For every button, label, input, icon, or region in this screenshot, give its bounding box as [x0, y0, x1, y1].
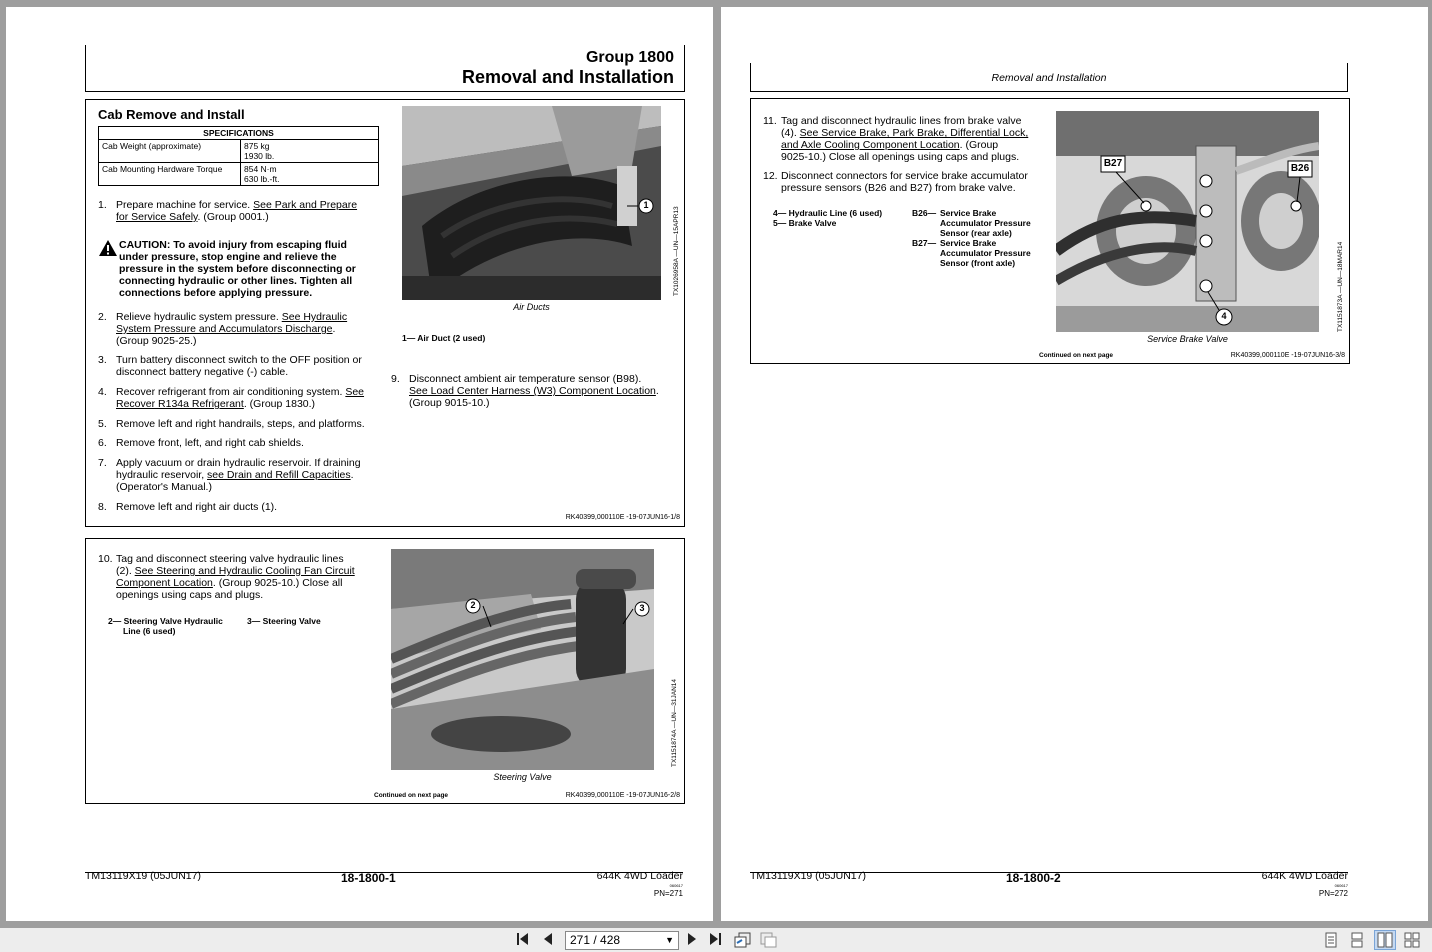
- step-text: Disconnect ambient air temperature sensor (B98).: [409, 373, 642, 385]
- footer-pn: PN=272: [1318, 889, 1348, 898]
- link-steering-circuit-cont[interactable]: Component Location: [116, 577, 213, 589]
- ref-code: RK40399,000110E -19-07JUN16-1/8: [565, 514, 680, 521]
- label-b27: B27: [1103, 158, 1123, 169]
- continuous-page-icon: [1350, 932, 1364, 948]
- step-number: 10.: [98, 553, 113, 565]
- previous-page-button[interactable]: [542, 932, 554, 949]
- legend-text: Accumulator Pressure: [940, 218, 1031, 228]
- spec-label: Cab Weight (approximate): [99, 140, 241, 163]
- left-page: [6, 7, 713, 921]
- link-hydraulic-pressure[interactable]: See Hydraulic: [281, 311, 348, 323]
- step-text: Prepare machine for service.: [116, 199, 254, 211]
- step-text: Relieve hydraulic system pressure.: [116, 311, 282, 323]
- legend-text: Sensor (front axle): [940, 258, 1016, 268]
- continuous-view-button[interactable]: [1350, 932, 1364, 951]
- spec-table: [98, 126, 379, 186]
- step-number: 9.: [391, 373, 400, 385]
- go-forward-view-icon: [760, 932, 778, 948]
- last-page-button[interactable]: [708, 932, 722, 949]
- step-text: (Operator's Manual.): [116, 481, 212, 493]
- image-code: TX1026958A —UN—15APR13: [673, 206, 680, 296]
- footer-doc: TM13119X19 (05JUN17): [750, 870, 866, 882]
- step-text: hydraulic reservoir,: [116, 469, 208, 481]
- step-number: 6.: [98, 437, 107, 449]
- footer-pn: PN=271: [653, 889, 683, 898]
- first-page-icon: [516, 932, 530, 946]
- spec-value: 854 N·m: [244, 164, 277, 174]
- step-text: Tag and disconnect hydraulic lines from brake valve: [781, 115, 1022, 127]
- spec-label: Cab Mounting Hardware Torque: [99, 163, 241, 186]
- step-text: .: [655, 385, 659, 397]
- go-back-view-button[interactable]: [734, 932, 752, 951]
- step-text: Tag and disconnect steering valve hydraulic lines: [116, 553, 344, 565]
- callout-4: 4: [1221, 311, 1227, 321]
- legend-5: 5— Brake Valve: [773, 218, 837, 228]
- footer-model: 644K 4WD Loader: [596, 870, 683, 882]
- step-text: (Group 9015-10.): [409, 397, 490, 409]
- header-title: Removal and Installation: [991, 72, 1107, 84]
- link-service-brake-cont[interactable]: and Axle Cooling Component Location: [781, 139, 960, 151]
- brake-valve-panel: [750, 98, 1350, 364]
- brake-valve-illustration: [1056, 111, 1319, 332]
- image-caption: Service Brake Valve: [1147, 334, 1228, 344]
- footer-page-number: 18-1800-2: [1006, 871, 1061, 885]
- step-text: 9025-10.) Close all openings using caps and plugs.: [781, 151, 1020, 163]
- continued-note: Continued on next page: [1039, 352, 1114, 359]
- steering-valve-image: [391, 549, 654, 770]
- go-back-view-icon: [734, 932, 752, 948]
- step-text: Turn battery disconnect switch to the OFF position or: [116, 354, 362, 366]
- image-code: TX1151873A —UN—18MAR14: [1337, 241, 1344, 332]
- facing-pages-icon: [1377, 932, 1393, 948]
- step-text: openings using caps and plugs.: [116, 589, 264, 601]
- legend-key: B26—: [912, 208, 937, 218]
- footer-page-number: 18-1800-1: [341, 871, 396, 885]
- step-text: (4).: [781, 127, 800, 139]
- page-header: [85, 45, 685, 92]
- single-page-icon: [1324, 932, 1338, 948]
- last-page-icon: [708, 932, 722, 946]
- first-page-button[interactable]: [516, 932, 530, 949]
- caution-line: connections before applying pressure.: [119, 287, 313, 299]
- brake-valve-image: [1056, 111, 1319, 332]
- link-recover-refrigerant[interactable]: See: [345, 386, 365, 398]
- legend-text: Accumulator Pressure: [940, 248, 1031, 258]
- continued-note: Continued on next page: [374, 792, 449, 799]
- previous-page-icon: [542, 932, 554, 946]
- single-page-view-button[interactable]: [1324, 932, 1338, 951]
- group-label: Group 1800: [585, 49, 674, 66]
- step-number: 7.: [98, 457, 107, 469]
- footer-model: 644K 4WD Loader: [1261, 870, 1348, 882]
- legend-key: B27—: [912, 238, 937, 248]
- air-duct-illustration: [402, 106, 661, 300]
- step-text: .: [350, 469, 354, 481]
- legend-b26: [912, 208, 1031, 238]
- callout-3: 3: [639, 603, 645, 613]
- image-caption: Air Ducts: [513, 302, 550, 312]
- spec-value: 1930 lb.: [244, 151, 275, 161]
- link-hydraulic-pressure-cont[interactable]: System Pressure and Accumulators Discharge: [116, 323, 333, 335]
- legend-text: 2— Steering Valve Hydraulic: [108, 616, 223, 626]
- caution-line: under pressure, stop engine and relieve the: [119, 251, 337, 263]
- step-number: 1.: [98, 199, 107, 211]
- label-b26: B26: [1290, 163, 1310, 174]
- step-text: Remove front, left, and right cab shields.: [116, 437, 304, 449]
- step-text: pressure sensors (B26 and B27) from brake valve.: [781, 182, 1016, 194]
- legend-2: [108, 616, 223, 636]
- legend-text: Sensor (rear axle): [940, 228, 1012, 238]
- link-steering-circuit[interactable]: See Steering and Hydraulic Cooling Fan Circuit: [134, 565, 355, 577]
- link-recover-refrigerant-cont[interactable]: Recover R134a Refrigerant: [116, 398, 244, 410]
- legend-3: 3— Steering Valve: [247, 616, 321, 626]
- spec-value: 630 lb.-ft.: [244, 174, 280, 184]
- footer-tiny-date: 060617: [1334, 883, 1348, 888]
- step-number: 12.: [763, 170, 778, 182]
- page-dropdown-icon[interactable]: ▼: [665, 935, 674, 945]
- legend-1: 1— Air Duct (2 used): [402, 333, 486, 343]
- ref-code: RK40399,000110E -19-07JUN16-3/8: [1230, 352, 1345, 359]
- footer-tiny-date: 060617: [669, 883, 683, 888]
- step-text: .: [332, 323, 336, 335]
- step-text: (Group 9025-25.): [116, 335, 197, 347]
- right-page: [721, 7, 1428, 921]
- page-header: [750, 63, 1348, 92]
- step-number: 3.: [98, 354, 107, 366]
- step-text: (2).: [116, 565, 135, 577]
- section-title: Removal and Installation: [461, 67, 674, 87]
- step-number: 11.: [763, 115, 777, 127]
- step-text: . (Group 1830.): [243, 398, 316, 410]
- step-number: 4.: [98, 386, 107, 398]
- caution-line: pressure in the system before disconnecting or: [119, 263, 356, 275]
- ref-code: RK40399,000110E -19-07JUN16-2/8: [565, 792, 680, 799]
- link-load-center[interactable]: See Load Center Harness (W3) Component Location: [409, 385, 656, 397]
- page-number-value: 271 / 428: [570, 933, 621, 947]
- legend-b27: [912, 238, 1031, 268]
- link-park-prepare[interactable]: See Park and Prepare: [253, 199, 358, 211]
- legend-4: 4— Hydraulic Line (6 used): [773, 208, 883, 218]
- step-text: Apply vacuum or drain hydraulic reservoir. If draining: [116, 457, 361, 469]
- step-text: . (Group: [959, 139, 999, 151]
- legend-text: Service Brake: [940, 238, 997, 248]
- step-text: disconnect battery negative (-) cable.: [116, 366, 289, 378]
- link-drain-refill[interactable]: see Drain and Refill Capacities: [207, 469, 351, 481]
- legend-text: Line (6 used): [123, 626, 176, 636]
- page-number-input[interactable]: [565, 931, 679, 950]
- image-caption: Steering Valve: [493, 772, 552, 782]
- image-code: TX1151874A —UN—31JAN14: [671, 678, 678, 767]
- footer-doc: TM13119X19 (05JUN17): [85, 870, 201, 882]
- caution-line: CAUTION: To avoid injury from escaping fluid: [119, 239, 347, 251]
- callout-2: 2: [470, 600, 476, 610]
- viewer-toolbar: [0, 928, 1432, 952]
- air-ducts-image: [402, 106, 661, 300]
- spec-row: [99, 140, 379, 163]
- step-text: Disconnect connectors for service brake accumulator: [781, 170, 1028, 182]
- spec-row: [99, 163, 379, 186]
- link-park-prepare-cont[interactable]: for Service Safely: [116, 211, 198, 223]
- steering-valve-illustration: [391, 549, 654, 770]
- step-text: Recover refrigerant from air conditioning system.: [116, 386, 346, 398]
- continuous-facing-view-button[interactable]: [1404, 932, 1420, 951]
- next-page-icon: [686, 932, 698, 946]
- next-page-button[interactable]: [686, 932, 698, 949]
- step-number: 2.: [98, 311, 107, 323]
- step-text: . (Group 9025-10.) Close all: [212, 577, 343, 589]
- step-text: Remove left and right air ducts (1).: [116, 501, 278, 513]
- step-text: . (Group 0001.): [197, 211, 269, 223]
- facing-view-button[interactable]: [1374, 930, 1396, 950]
- caution-line: connecting hydraulic or other lines. Tighten all: [119, 275, 353, 287]
- go-forward-view-button[interactable]: [760, 932, 778, 951]
- warning-icon: [98, 239, 118, 257]
- continuous-facing-icon: [1404, 932, 1420, 948]
- step-number: 8.: [98, 501, 107, 513]
- step-text: Remove left and right handrails, steps, and platforms.: [116, 418, 365, 430]
- spec-value: 875 kg: [244, 141, 270, 151]
- steering-valve-panel: [85, 538, 685, 804]
- spec-header: SPECIFICATIONS: [99, 127, 379, 140]
- link-service-brake[interactable]: See Service Brake, Park Brake, Differential Lock,: [799, 127, 1029, 139]
- panel-title: Cab Remove and Install: [98, 107, 245, 122]
- callout-1: 1: [643, 200, 649, 210]
- legend-text: Service Brake: [940, 208, 997, 218]
- step-number: 5.: [98, 418, 107, 430]
- cab-remove-panel: [85, 99, 685, 527]
